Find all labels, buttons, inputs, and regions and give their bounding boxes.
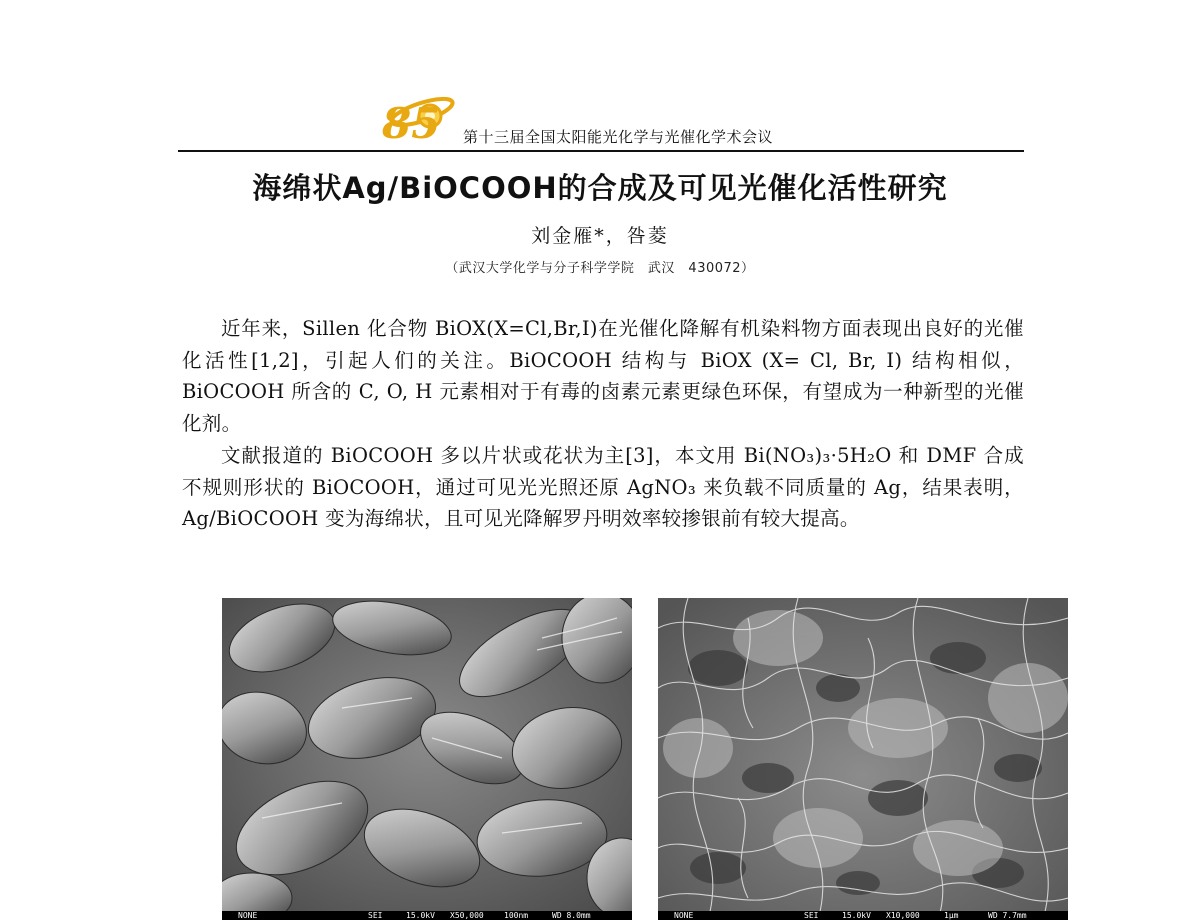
sem-magnification: X10,000 [886,911,920,920]
sem-scale: 100nm [504,911,529,920]
conference-logo [378,86,458,144]
paper-affiliation: （武汉大学化学与分子科学学院 武汉 430072） [445,261,755,276]
logo-icon [378,86,458,144]
sem-label: NONE [238,911,258,920]
sem-info-bar [658,911,1068,920]
sem-voltage: 15.0kV [842,911,871,920]
sem-wd: WD 8.0mm [552,911,591,920]
logo-text: 85 [382,99,441,144]
paper-title: 海绵状Ag/BiOCOOH的合成及可见光催化活性研究 [252,171,948,205]
body-paragraph-2: 文献报道的 BiOCOOH 多以片状或花状为主[3]，本文用 Bi(NO₃)₃·5H₂O 和 DMF 合成不规则形状的 BiOCOOH，通过可见光光照还原 AgNO₃ 来负载不同质量的 Ag，结果表明，Ag/BiOCOOH 变为海绵状，且可见光降解罗丹明效率较掺银前有较大提高。 [182,444,1024,530]
sem-label: NONE [674,911,694,920]
sem-magnification: X50,000 [450,911,484,920]
header-rule [178,150,1024,152]
sem-image-ag-biocooh [658,598,1068,920]
conference-name: 第十三届全国太阳能光化学与光催化学术会议 [463,128,774,146]
sem-wd: WD 7.7mm [988,911,1027,920]
sem-detector: SEI [368,911,383,920]
sem-voltage: 15.0kV [406,911,435,920]
paper-authors: 刘金雁*，咎菱 [531,225,669,247]
sem-micrograph-sponge [658,598,1068,920]
sem-detector: SEI [804,911,819,920]
sem-info-bar [222,911,632,920]
sem-micrograph-plates [222,598,632,920]
sem-image-biocooh [222,598,632,920]
sem-scale: 1μm [944,911,959,920]
body-paragraph-1: 近年来，Sillen 化合物 BiOX(X=Cl,Br,I)在光催化降解有机染料物方面表现出良好的光催化活性[1,2]，引起人们的关注。BiOCOOH 结构与 BiOX (X= Cl, Br, I) 结构相似，BiOCOOH 所含的 C, O, H 元素相对于有毒的卤素元素更绿色环保，有望成为一种新型的光催化剂。 [182,317,1024,435]
